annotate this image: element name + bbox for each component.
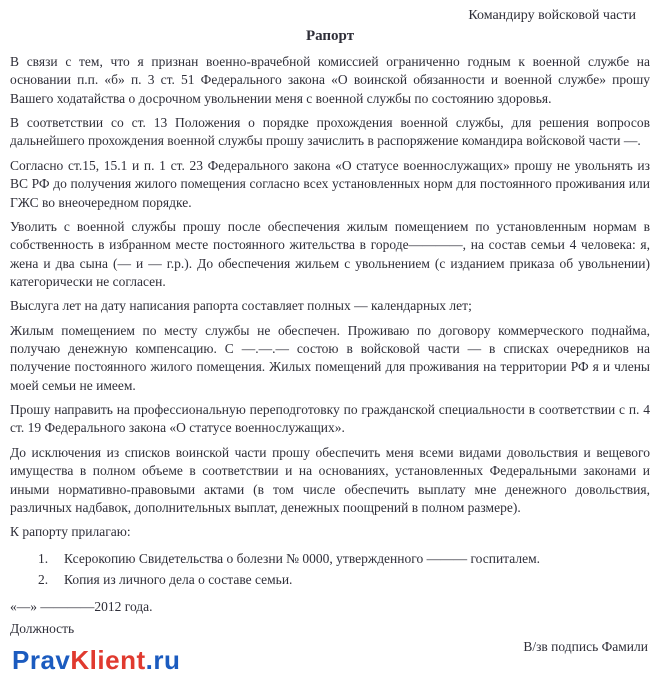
signature-line: В/зв подпись Фамили	[523, 639, 648, 655]
paragraph-service-years: Выслуга лет на дату написания рапорта составляет полных — календарных лет;	[10, 298, 472, 314]
logo-text-klient: Klient	[70, 645, 146, 675]
paragraph-housing-queue: Жилым помещением по месту службы не обеспечен. Проживаю по договору коммерческого поднайма, получаю денежную компенсацию. С —.—.— состою в войсковой части — в списках очередников на получение постоянного жилого помещения. Жилых помещений для проживания на территории РФ я и члены моей семьи не имеем.	[10, 322, 650, 393]
position-line: Должность	[10, 621, 75, 637]
addressee-line: Командиру войсковой части	[468, 8, 636, 23]
attachment-number: 1.	[38, 550, 49, 566]
logo-text-prav: Prav	[12, 645, 71, 675]
paragraph-housing-status-law: Согласно ст.15, 15.1 и п. 1 ст. 23 Федерального закона «О статусе военнослужащих» прошу не увольнять из ВС РФ до получения жилого помещения согласно всех установленных норм для постоянного проживания или ГЖС во внеочередном порядке.	[10, 157, 650, 210]
attachment-text: Ксерокопию Свидетельства о болезни № 0000, утвержденного ——— госпиталем.	[64, 550, 541, 566]
attachment-item	[10, 571, 650, 589]
paragraph-allowances: До исключения из списков воинской части прошу обеспечить меня всеми видами довольствия и вещевого имущества в полном объеме в соответствии и на основаниях, установленных Федеральными законами и иными нормативно-правовыми актами (в том числе обеспечить выплату мне денежного довольствия, различных надбавок, дополнительных выплат, денежных поощрений в полном размере).	[10, 444, 650, 515]
attachments-intro: К рапорту прилагаю:	[10, 524, 131, 540]
attachment-number: 2.	[38, 571, 49, 587]
attachments-list	[10, 550, 650, 590]
attachment-item	[10, 550, 650, 568]
paragraph-discharge-request: В связи с тем, что я признан военно-врачебной комиссией ограниченно годным к военной службе на основании п.п. «б» п. 3 ст. 51 Федерального закона «О воинской обязанности и военной службе» прошу Вашего ходатайства о досрочном увольнении меня с военной службы по состоянию здоровья.	[10, 54, 650, 106]
pravklient-logo	[12, 645, 180, 676]
logo-text-ru: .ru	[145, 645, 181, 675]
paragraph-housing-conditions: Уволить с военной службы прошу после обеспечения жилым помещением по установленным нормам в собственность в избранном месте постоянного жительства в городе————, на состав семьи 4 человека: я, жена и два сына (— и — г.р.). До обеспечения жильем с увольнением (с изданием приказа об увольнении) категорически не согласен.	[10, 218, 650, 289]
attachment-text: Копия из личного дела о составе семьи.	[64, 571, 293, 587]
document-title: Рапорт	[305, 28, 355, 44]
date-line: «—» ————2012 года.	[10, 599, 153, 615]
paragraph-retraining: Прошу направить на профессиональную переподготовку по гражданской специальности в соответствии с п. 4 ст. 19 Федерального закона «О статусе военнослужащих».	[10, 402, 650, 436]
paragraph-disposition: В соответствии со ст. 13 Положения о порядке прохождения военной службы, для решения вопросов дальнейшего прохождения военной службы прошу зачислить в распоряжение командира войсковой части —.	[10, 115, 650, 149]
